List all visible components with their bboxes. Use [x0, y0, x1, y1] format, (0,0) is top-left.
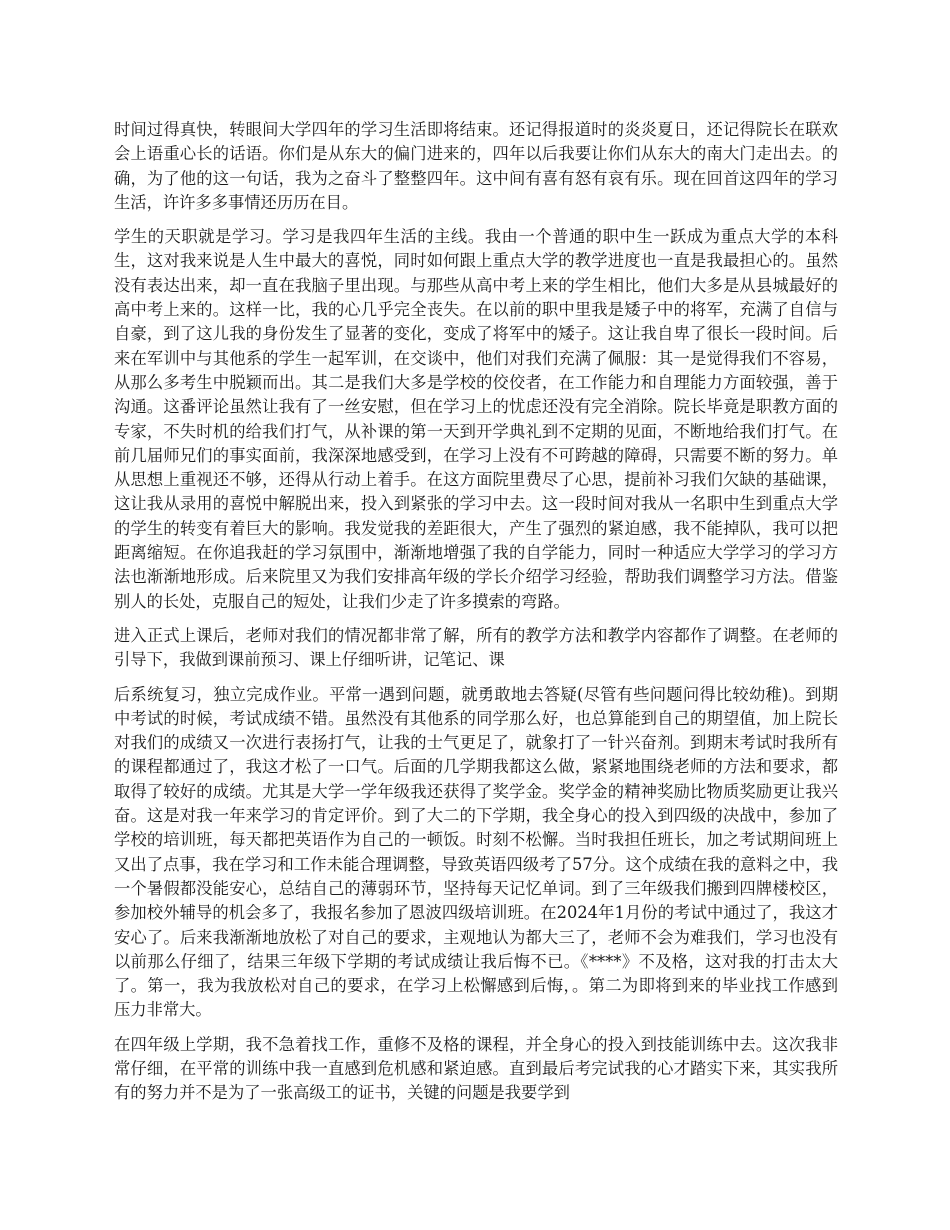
paragraph-fourth-year: 在四年级上学期，我不急着找工作，重修不及格的课程，并全身心的投入到技能训练中去。这次我非常仔细，在平常的训练中我一直感到危机感和紧迫感。直到最后考完试我的心才踏实下来，其实我所有的努力并不是为了一张高级工的证书，关键的问题是我要学到 — [114, 1034, 838, 1103]
document-body — [114, 118, 838, 1116]
paragraph-exams: 后系统复习，独立完成作业。平常一遇到问题，就勇敢地去答疑(尽管有些问题问得比较幼稚)。到期中考试的时候，考试成绩不错。虽然没有其他系的同学那么好，也总算能到自己的期望值，加上院长对我们的成绩又一次进行表扬打气，让我的士气更足了，就象打了一针兴奋剂。到期末考试时我所有的课程都通过了，我这才松了一口气。后面的几学期我都这么做，紧紧地围绕老师的方法和要求，都取得了较好的成绩。尤其是大学一学年级我还获得了奖学金。奖学金的精神奖励比物质奖励更让我兴奋。这是对我一年来学习的肯定评价。到了大二的下学期，我全身心的投入到四级的决战中，参加了学校的培训班，每天都把英语作为自己的一顿饭。时刻不松懈。当时我担任班长，加之考试期间班上又出了点事，我在学习和工作未能合理调整，导致英语四级考了57分。这个成绩在我的意料之中，我一个暑假都没能安心，总结自己的薄弱环节，坚持每天记忆单词。到了三年级我们搬到四牌楼校区，参加校外辅导的机会多了，我报名参加了恩波四级培训班。在2024年1月份的考试中通过了，我这才安心了。后来我渐渐地放松了对自己的要求，主观地认为都大三了，老师不会为难我们，学习也没有以前那么仔细了，结果三年级下学期的考试成绩让我后悔不已。《****》不及格，这对我的打击太大了。第一，我为我放松对自己的要求，在学习上松懈感到后悔，。第二为即将到来的毕业找工作感到压力非常大。 — [114, 684, 838, 1020]
paragraph-intro: 时间过得真快，转眼间大学四年的学习生活即将结束。还记得报道时的炎炎夏日，还记得院长在联欢会上语重心长的话语。你们是从东大的偏门进来的，四年以后我要让你们从东大的南大门走出去。的确，为了他的这一句话，我为之奋斗了整整四年。这中间有喜有怒有哀有乐。现在回首这四年的学习生活，许许多多事情还历历在目。 — [114, 120, 838, 212]
paragraph-formal-classes: 进入正式上课后，老师对我们的情况都非常了解，所有的教学方法和教学内容都作了调整。在老师的引导下，我做到课前预习、课上仔细听讲，记笔记、课 — [114, 625, 838, 670]
paragraph-study-main: 学生的天职就是学习。学习是我四年生活的主线。我由一个普通的职中生一跃成为重点大学的本科生，这对我来说是人生中最大的喜悦，同时如何跟上重点大学的教学进度也一直是我最担心的。虽然没有表达出来，却一直在我脑子里出现。与那些从高中考上来的学生相比，他们大多是从县城最好的高中考上来的。这样一比，我的心几乎完全丧失。在以前的职中里我是矮子中的将军，充满了自信与自豪，到了这儿我的身份发生了显著的变化，变成了将军中的矮子。这让我自卑了很长一段时间。后来在军训中与其他系的学生一起军训，在交谈中，他们对我们充满了佩服：其一是觉得我们不容易，从那么多考生中脱颖而出。其二是我们大多是学校的佼佼者，在工作能力和自理能力方面较强，善于沟通。这番评论虽然让我有了一丝安慰，但在学习上的忧虑还没有完全消除。院长毕竟是职教方面的专家，不失时机的给我们打气，从补课的第一天到开学典礼到不定期的见面，不断地给我们打气。在前几届师兄们的事实面前，我深深地感受到，在学习上没有不可跨越的障碍，只需要不断的努力。单从思想上重视还不够，还得从行动上着手。在这方面院里费尽了心思，提前补习我们欠缺的基础课，这让我从录用的喜悦中解脱出来，投入到紧张的学习中去。这一段时间对我从一名职中生到重点大学的学生的转变有着巨大的影响。我发觉我的差距很大，产生了强烈的紧迫感，我不能掉队，我可以把距离缩短。在你追我赶的学习氛围中，渐渐地增强了我的自学能力，同时一种适应大学学习的学习方法也渐渐地形成。后来院里又为我们安排高年级的学长介绍学习经验，帮助我们调整学习方法。借鉴别人的长处，克服自己的短处，让我们少走了许多摸索的弯路。 — [114, 227, 838, 611]
